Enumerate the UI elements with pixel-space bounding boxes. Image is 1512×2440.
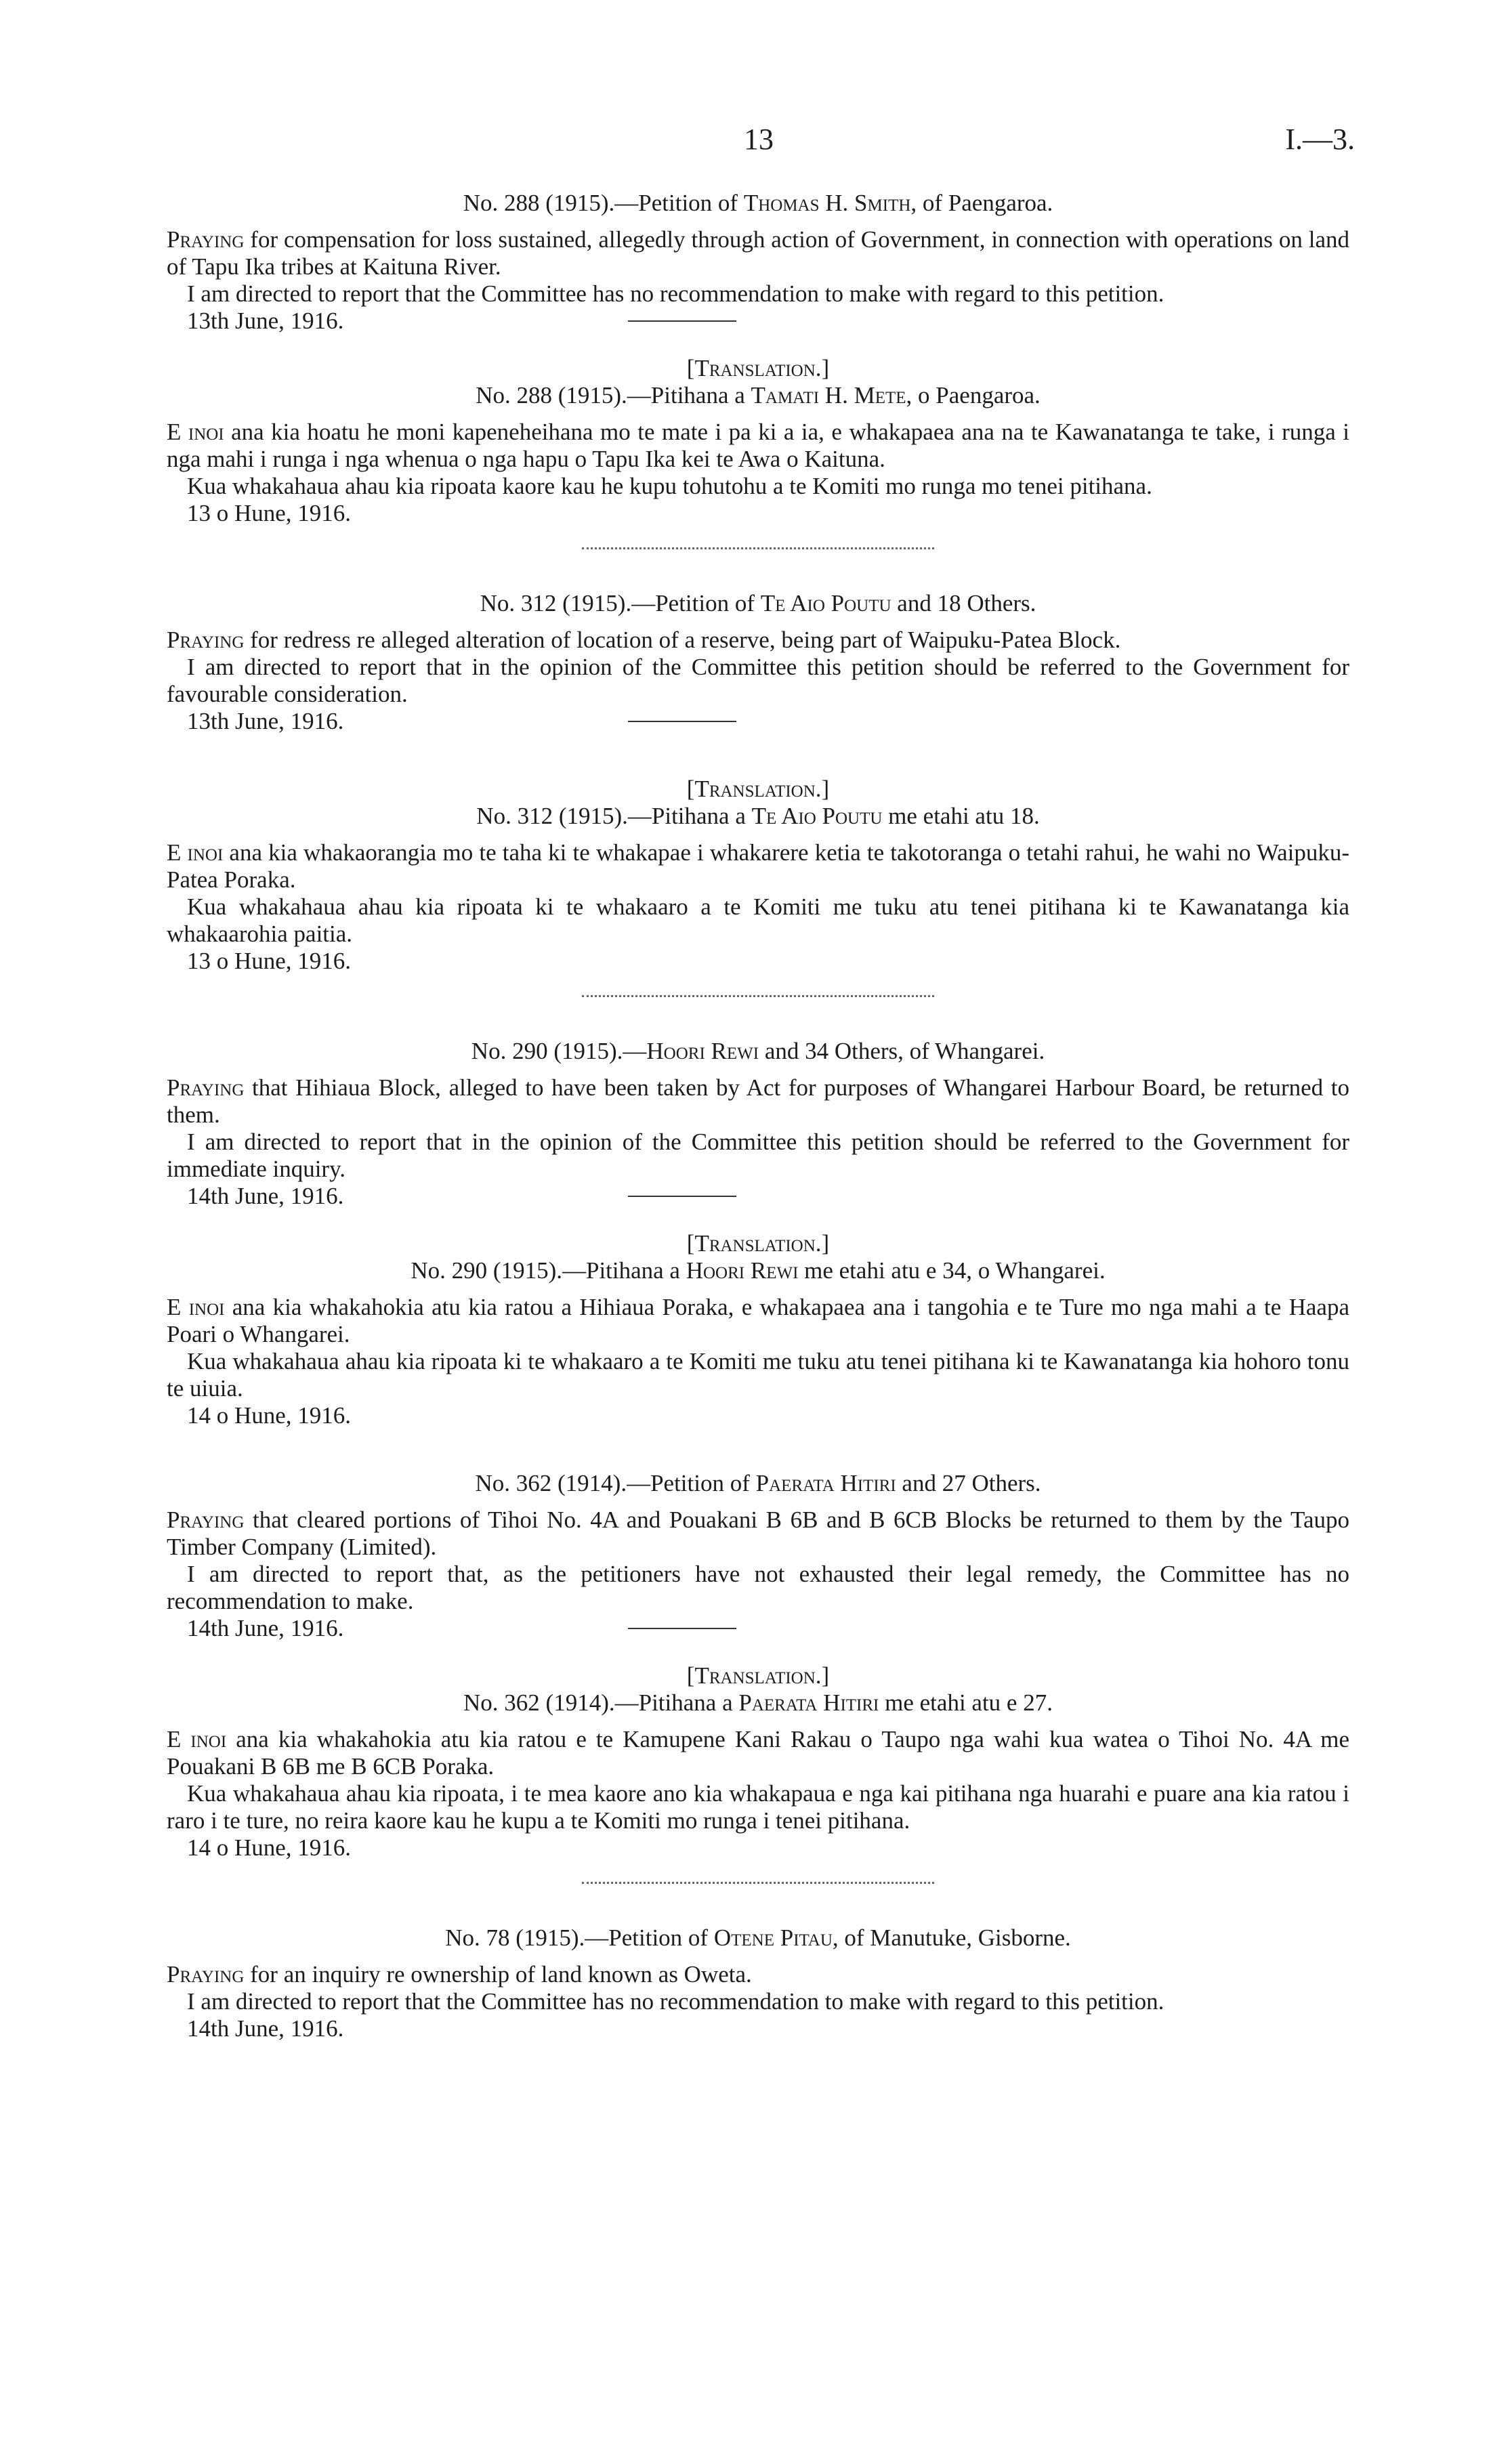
petition-prayer: Praying for redress re alleged alteration of location of a reserve, being part of Waipuku-Patea Block. xyxy=(167,627,1121,653)
petition-title: No. 362 (1914).—Petition of Paerata Hitiri and 27 Others. xyxy=(475,1470,1041,1496)
report-date: 14th June, 1916. xyxy=(187,1615,344,1641)
translation-prayer: E inoi ana kia hoatu he moni kapeneheihana mo te mate i pa ki a ia, e whakapaea ana na te Kawanatanga te take, i runga i nga mahi i runga i nga whenua o nga hapu o Tapu Ika kei te Awa o Kaituna. xyxy=(167,419,1349,472)
petition-290-1915 xyxy=(167,1038,1349,1429)
divider xyxy=(628,721,736,722)
page-number: 13 xyxy=(744,123,774,156)
document-reference: I.—3. xyxy=(1285,123,1355,156)
translation-report: Kua whakahaua ahau kia ripoata ki te whakaaro a te Komiti me tuku atu tenei pitihana ki te Kawanatanga kia whakaarohia paitia. xyxy=(167,893,1349,947)
petition-title: No. 290 (1915).—Hoori Rewi and 34 Others, of Whangarei. xyxy=(471,1038,1045,1064)
translation-prayer: E inoi ana kia whakaorangia mo te taha ki te whakapae i whakarere ketia te takotoranga o tetahi rahui, he wahi no Waipuku-Patea Poraka. xyxy=(167,839,1349,893)
translation-report: Kua whakahaua ahau kia ripoata, i te mea kaore ano kia whakapaua e nga kai pitihana nga huarahi e puare ana kia ratou i raro i te ture, no reira kaore kau he kupu a te Komiti mo runga i tenei pitihana. xyxy=(167,1780,1349,1834)
committee-report: I am directed to report that the Committee has no recommendation to make with regard to this petition. xyxy=(187,280,1164,307)
translation-title: No. 290 (1915).—Pitihana a Hoori Rewi me etahi atu e 34, o Whangarei. xyxy=(411,1257,1106,1284)
translation-heading: [Translation.] xyxy=(686,1230,830,1257)
petition-362-1914 xyxy=(167,1470,1349,1884)
translation-title: No. 312 (1915).—Pitihana a Te Aio Poutu me etahi atu 18. xyxy=(476,803,1040,829)
translation-title: No. 288 (1915).—Pitihana a Tamati H. Mete, o Paengaroa. xyxy=(476,382,1041,408)
report-date: 14th June, 1916. xyxy=(187,2015,344,2042)
petition-title: No. 78 (1915).—Petition of Otene Pitau, of Manutuke, Gisborne. xyxy=(445,1924,1071,1951)
translation-heading: [Translation.] xyxy=(686,776,830,802)
translation-title: No. 362 (1914).—Pitihana a Paerata Hitiri me etahi atu e 27. xyxy=(463,1689,1053,1716)
petition-78-1915 xyxy=(167,1924,1349,2042)
divider xyxy=(628,1196,736,1197)
document-body xyxy=(167,190,1349,2042)
translation-date: 13 o Hune, 1916. xyxy=(187,500,352,526)
petition-288-1915 xyxy=(167,190,1349,549)
divider xyxy=(628,320,736,322)
report-date: 13th June, 1916. xyxy=(187,308,344,334)
translation-report: Kua whakahaua ahau kia ripoata ki te whakaaro a te Komiti me tuku atu tenei pitihana ki te Kawanatanga kia hohoro tonu te uiuia. xyxy=(167,1348,1349,1402)
translation-prayer: E inoi ana kia whakahokia atu kia ratou a Hihiaua Poraka, e whakapaea ana i tangohia e te Ture mo nga mahi a te Haapa Poari o Whangarei. xyxy=(167,1294,1349,1347)
committee-report: I am directed to report that in the opinion of the Committee this petition should be referred to the Government for favourable consideration. xyxy=(167,654,1349,707)
report-date: 14th June, 1916. xyxy=(187,1183,344,1209)
translation-prayer: E inoi ana kia whakahokia atu kia ratou e te Kamupene Kani Rakau o Taupo nga wahi kua watea o Tihoi No. 4A me Pouakani B 6B me B 6CB Poraka. xyxy=(167,1726,1349,1780)
translation-date: 13 o Hune, 1916. xyxy=(187,948,352,974)
petition-prayer: Praying for an inquiry re ownership of land known as Oweta. xyxy=(167,1961,752,1987)
petition-title: No. 312 (1915).—Petition of Te Aio Poutu and 18 Others. xyxy=(480,590,1036,616)
petition-prayer: Praying that Hihiaua Block, alleged to have been taken by Act for purposes of Whangarei Harbour Board, be returned to them. xyxy=(167,1074,1349,1128)
translation-heading: [Translation.] xyxy=(686,1662,830,1689)
petition-title: No. 288 (1915).—Petition of Thomas H. Smith, of Paengaroa. xyxy=(463,190,1053,216)
report-date: 13th June, 1916. xyxy=(187,708,344,734)
translation-date: 14 o Hune, 1916. xyxy=(187,1834,352,1861)
petition-312-1915 xyxy=(167,590,1349,997)
committee-report: I am directed to report that the Committee has no recommendation to make with regard to this petition. xyxy=(187,1988,1164,2015)
petition-prayer: Praying for compensation for loss sustained, allegedly through action of Government, in connection with operations on land of Tapu Ika tribes at Kaituna River. xyxy=(167,226,1349,280)
translation-heading: [Translation.] xyxy=(686,355,830,381)
divider xyxy=(628,1628,736,1629)
translation-date: 14 o Hune, 1916. xyxy=(187,1402,352,1429)
committee-report: I am directed to report that in the opinion of the Committee this petition should be referred to the Government for immediate inquiry. xyxy=(167,1129,1349,1182)
petition-prayer: Praying that cleared portions of Tihoi No. 4A and Pouakani B 6B and B 6CB Blocks be returned to them by the Taupo Timber Company (Limited). xyxy=(167,1507,1349,1560)
committee-report: I am directed to report that, as the petitioners have not exhausted their legal remedy, the Committee has no recommendation to make. xyxy=(167,1561,1349,1614)
translation-report: Kua whakahaua ahau kia ripoata kaore kau he kupu tohutohu a te Komiti mo runga mo tenei pitihana. xyxy=(187,473,1152,499)
